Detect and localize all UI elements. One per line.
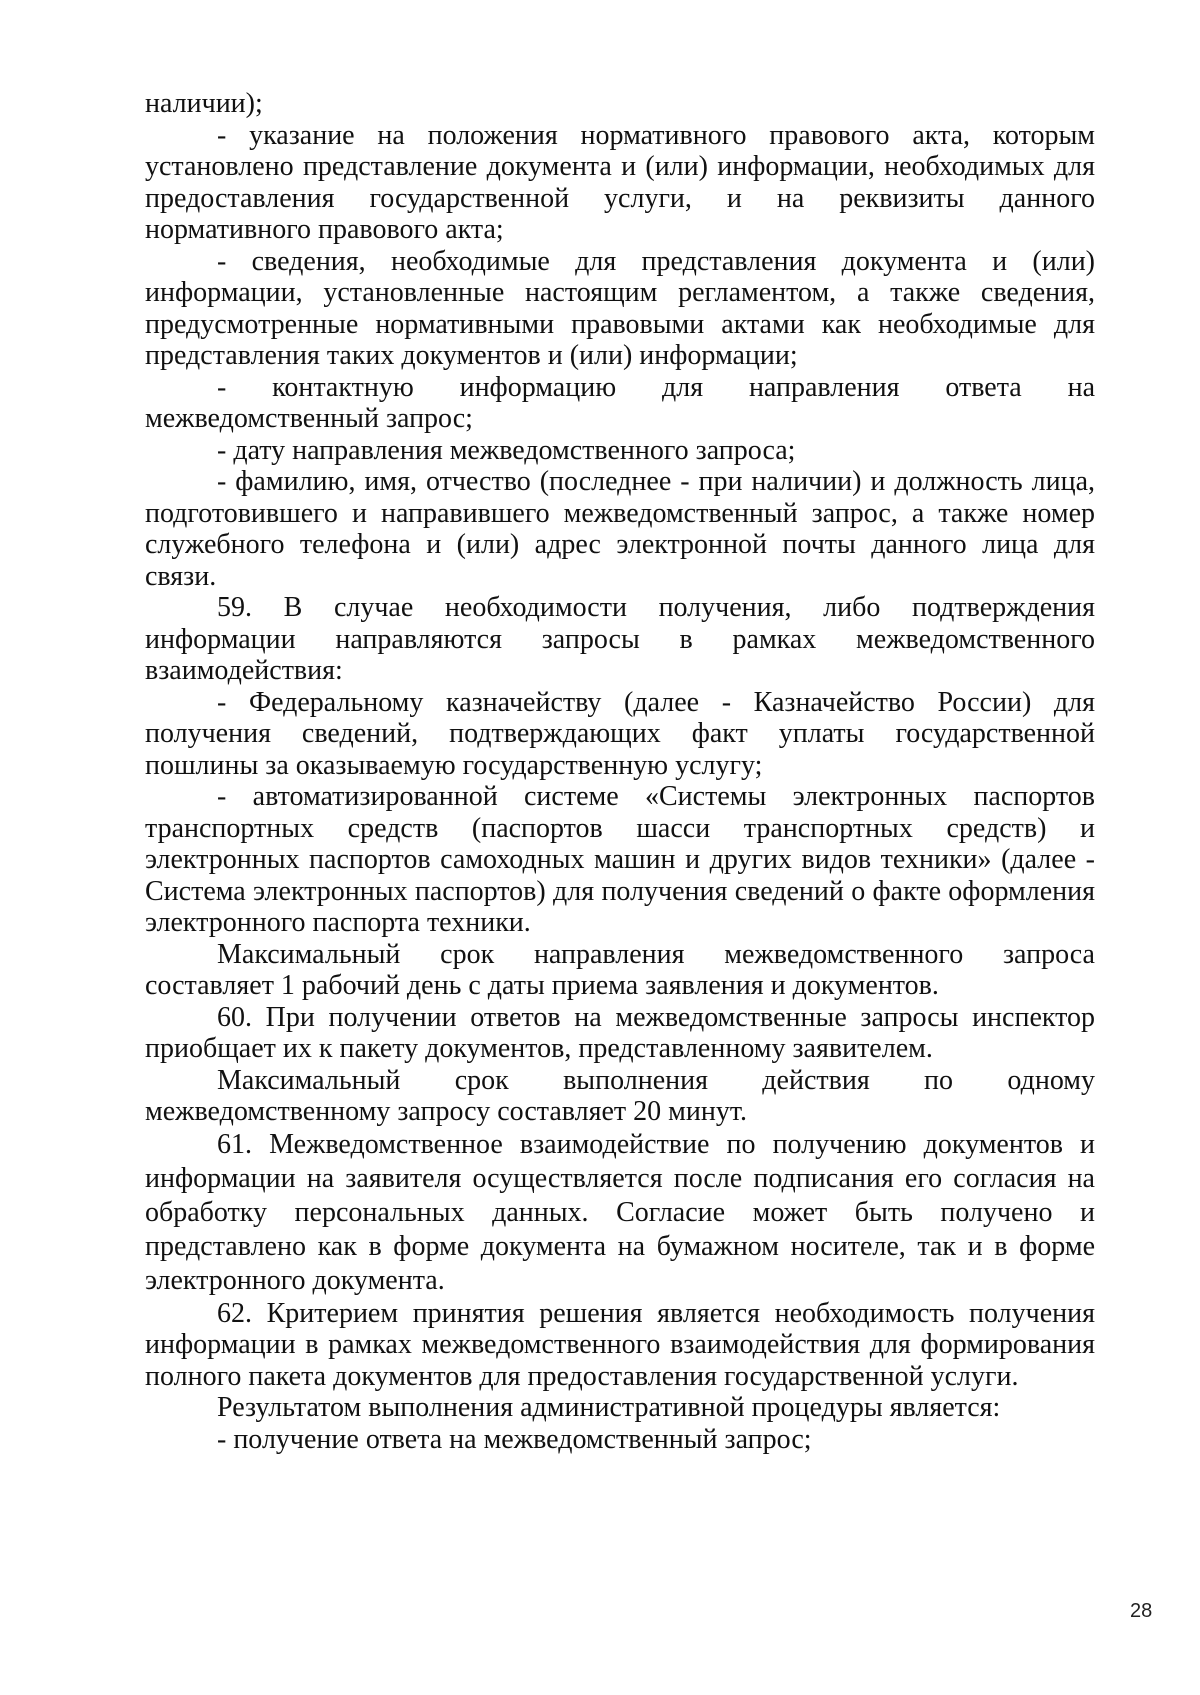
document-body — [145, 88, 1095, 1455]
paragraph: 60. При получении ответов на межведомственные запросы инспектор приобщает их к пакету документов, представленному заявителем. — [145, 1001, 1095, 1064]
paragraph: - получение ответа на межведомственный запрос; — [217, 1423, 812, 1455]
page-number: 28 — [1130, 1600, 1153, 1622]
paragraph: 61. Межведомственное взаимодействие по получению документов и информации на заявителя осуществляется после подписания его согласия на обработку персональных данных. Согласие может быть получено и представлено как в форме документа на бумажном носителе, так и в форме электронного документа. — [145, 1128, 1095, 1296]
paragraph: - контактную информацию для направления ответа на межведомственный запрос; — [145, 371, 1095, 434]
paragraph: - указание на положения нормативного правового акта, которым установлено представление документа и (или) информации, необходимых для предоставления государственной услуги, и на реквизиты данного нормативного правового акта; — [145, 119, 1095, 245]
paragraph: - дату направления межведомственного запроса; — [217, 434, 796, 466]
paragraph: - сведения, необходимые для представления документа и (или) информации, установленные настоящим регламентом, а также сведения, предусмотренные нормативными правовыми актами как необходимые для представления таких документов и (или) информации; — [145, 245, 1095, 371]
paragraph: - автоматизированной системе «Системы электронных паспортов транспортных средств (паспортов шасси транспортных средств) и электронных паспортов самоходных машин и других видов техники» (далее - Система электронных паспортов) для получения сведений о факте оформления электронного паспорта техники. — [145, 781, 1095, 938]
paragraph: 59. В случае необходимости получения, либо подтверждения информации направляются запросы в рамках межведомственного взаимодействия: — [145, 592, 1095, 686]
paragraph: - фамилию, имя, отчество (последнее - при наличии) и должность лица, подготовившего и направившего межведомственный запрос, а также номер служебного телефона и (или) адрес электронной почты данного лица для связи. — [145, 466, 1095, 592]
paragraph: наличии); — [145, 88, 263, 119]
paragraph: - Федеральному казначейству (далее - Казначейство России) для получения сведений, подтверждающих факт уплаты государственной пошлины за оказываемую государственную услугу; — [145, 686, 1095, 781]
paragraph: Максимальный срок направления межведомственного запроса составляет 1 рабочий день с даты приема заявления и документов. — [145, 938, 1095, 1001]
paragraph: Максимальный срок выполнения действия по одному межведомственному запросу составляет 20 минут. — [145, 1064, 1095, 1127]
paragraph: Результатом выполнения административной процедуры является: — [217, 1392, 1001, 1423]
paragraph: 62. Критерием принятия решения является необходимость получения информации в рамках межведомственного взаимодействия для формирования полного пакета документов для предоставления государственной услуги. — [145, 1297, 1095, 1392]
